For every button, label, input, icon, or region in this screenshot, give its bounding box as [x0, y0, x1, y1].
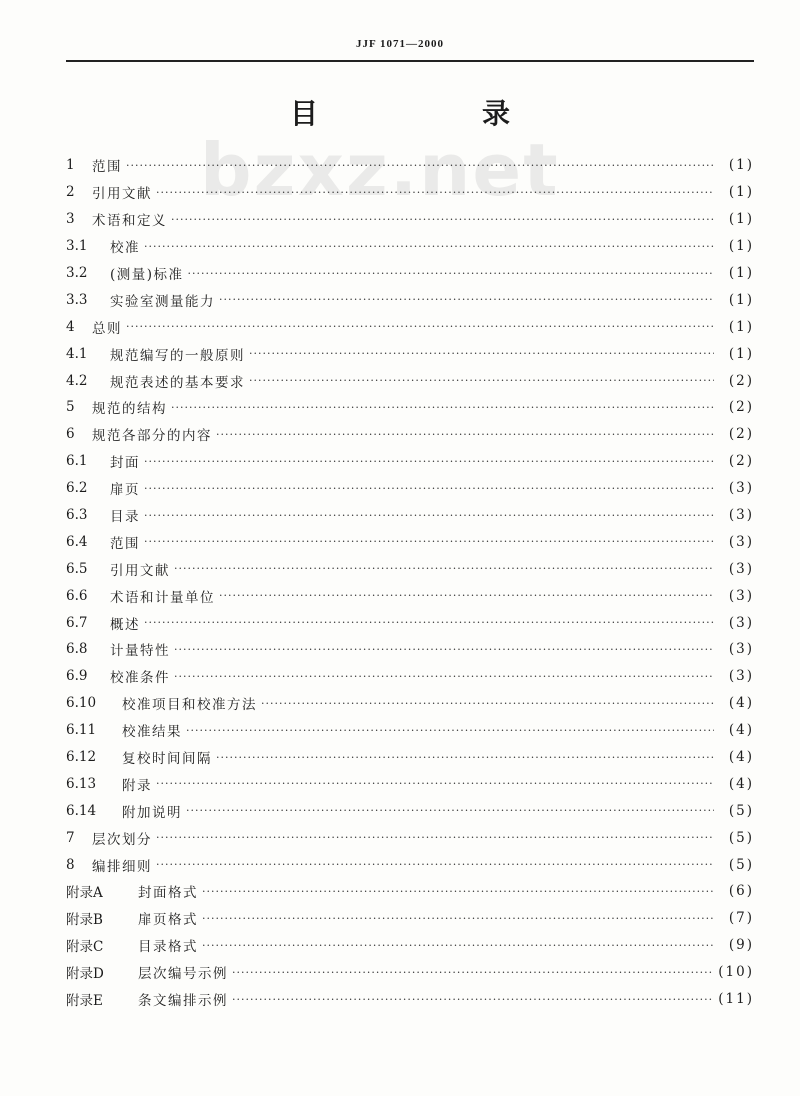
toc-entry[interactable] — [66, 475, 754, 502]
toc-entry-title: 扉页格式 — [138, 912, 198, 929]
toc-entry-number: 6.4 — [66, 533, 88, 550]
toc-entry-page: (4) — [728, 775, 754, 792]
toc-entry-page: (1) — [728, 345, 754, 362]
toc-leader-dots — [188, 267, 714, 280]
toc-entry-page: (3) — [728, 560, 754, 577]
toc-entry-title: 实验室测量能力 — [110, 293, 215, 310]
toc-entry-number: 6 — [66, 426, 75, 443]
toc-entry-page: (3) — [728, 587, 754, 604]
toc-entry-number: 2 — [66, 184, 75, 201]
toc-entry-number: 6.3 — [66, 507, 88, 524]
toc-leader-dots — [174, 562, 714, 575]
toc-entry-number: 5 — [66, 399, 75, 416]
toc-entry-page: (4) — [728, 749, 754, 766]
toc-entry-title: 规范表述的基本要求 — [110, 374, 245, 391]
toc-entry-title: 条文编排示例 — [138, 993, 228, 1010]
toc-entry[interactable] — [66, 582, 754, 609]
toc-entry-number: 附录A — [66, 885, 103, 902]
toc-entry[interactable] — [66, 905, 754, 932]
toc-entry-number: 6.14 — [66, 802, 97, 819]
toc-entry-title: 扉页 — [110, 482, 140, 499]
toc-leader-dots — [202, 939, 714, 952]
toc-entry-page: (5) — [728, 802, 754, 819]
toc-entry-number: 6.12 — [66, 749, 97, 766]
toc-entry-page: (3) — [728, 533, 754, 550]
toc-entry-title: 总则 — [92, 320, 122, 337]
toc-entry-page: (3) — [728, 614, 754, 631]
toc-entry-title: 范围 — [110, 535, 140, 552]
toc-entry-page: (1) — [728, 238, 754, 255]
toc-entry-number: 6.5 — [66, 560, 88, 577]
toc-entry-title: 编排细则 — [92, 858, 152, 875]
toc-leader-dots — [156, 858, 714, 871]
toc-entry-page: (3) — [728, 480, 754, 497]
toc-entry-page: (4) — [728, 695, 754, 712]
toc-leader-dots — [144, 535, 714, 548]
toc-leader-dots — [186, 724, 714, 737]
toc-entry-page: (1) — [728, 265, 754, 281]
toc-entry-page: (11) — [718, 991, 754, 1008]
document-code: JJF 1071—2000 — [355, 38, 445, 50]
toc-entry[interactable] — [66, 260, 754, 287]
toc-leader-dots — [232, 966, 714, 979]
toc-entry-number: 4.1 — [66, 345, 88, 362]
toc-entry[interactable] — [66, 636, 754, 663]
table-of-contents — [66, 152, 754, 1013]
toc-entry[interactable] — [66, 609, 754, 636]
toc-entry-number: 1 — [66, 157, 75, 174]
toc-entry-title: 封面格式 — [138, 885, 198, 902]
toc-entry-number: 附录D — [66, 966, 104, 983]
toc-entry-page: (5) — [728, 829, 754, 846]
toc-entry-title: 复校时间间隔 — [122, 751, 212, 768]
toc-entry-title: 术语和计量单位 — [110, 589, 215, 606]
toc-entry[interactable] — [66, 824, 754, 851]
toc-entry-number: 6.2 — [66, 480, 88, 497]
toc-entry[interactable] — [66, 421, 754, 448]
toc-entry-number: 3 — [66, 211, 75, 228]
toc-entry-title: 术语和定义 — [92, 213, 167, 230]
toc-leader-dots — [216, 428, 714, 441]
toc-entry[interactable] — [66, 179, 754, 206]
toc-entry-page: (1) — [728, 318, 754, 335]
toc-entry[interactable] — [66, 367, 754, 394]
toc-entry-number: 4 — [66, 318, 75, 335]
toc-entry-number: 附录C — [66, 939, 104, 956]
toc-entry-number: 6.8 — [66, 641, 88, 658]
toc-leader-dots — [126, 320, 714, 333]
toc-leader-dots — [219, 293, 714, 306]
toc-entry-number: 附录E — [66, 993, 103, 1010]
toc-entry-title: 概述 — [110, 616, 140, 633]
toc-entry-number: 6.6 — [66, 587, 88, 604]
toc-entry[interactable] — [66, 502, 754, 529]
toc-entry-title: 规范的结构 — [92, 401, 167, 418]
toc-entry[interactable] — [66, 394, 754, 421]
toc-leader-dots — [232, 993, 714, 1006]
toc-entry-number: 7 — [66, 829, 75, 846]
toc-leader-dots — [171, 401, 714, 414]
toc-entry-page: (6) — [728, 883, 754, 900]
toc-entry-number: 3.2 — [66, 265, 88, 281]
toc-entry[interactable] — [66, 152, 754, 179]
toc-entry-page: (7) — [728, 910, 754, 927]
toc-leader-dots — [261, 697, 714, 710]
toc-entry-title: 计量特性 — [110, 643, 170, 660]
toc-entry-number: 6.9 — [66, 668, 88, 685]
toc-entry-page: (2) — [728, 426, 754, 443]
toc-entry-page: (9) — [728, 937, 754, 954]
toc-entry-title: 目录 — [110, 509, 140, 526]
toc-leader-dots — [156, 186, 714, 199]
toc-entry-number: 3.3 — [66, 291, 88, 308]
toc-leader-dots — [202, 912, 714, 925]
toc-leader-dots — [171, 213, 714, 226]
toc-entry-title: 校准 — [110, 240, 140, 257]
toc-entry-number: 6.13 — [66, 775, 97, 792]
toc-entry-page: (5) — [728, 856, 754, 873]
toc-entry[interactable] — [66, 690, 754, 717]
toc-entry-title: 附加说明 — [122, 804, 182, 821]
header-rule — [66, 60, 754, 62]
toc-entry-page: (10) — [718, 964, 754, 981]
toc-entry-title: 范围 — [92, 159, 122, 176]
toc-entry[interactable] — [66, 206, 754, 233]
toc-entry-title: (测量)标准 — [110, 267, 184, 283]
toc-entry-page: (1) — [728, 157, 754, 174]
toc-entry[interactable] — [66, 555, 754, 582]
toc-entry-title: 校准项目和校准方法 — [122, 697, 257, 714]
toc-entry[interactable] — [66, 313, 754, 340]
toc-entry-title: 层次编号示例 — [138, 966, 228, 983]
toc-leader-dots — [186, 804, 714, 817]
toc-entry-page: (3) — [728, 668, 754, 685]
toc-entry[interactable] — [66, 851, 754, 878]
toc-entry[interactable] — [66, 717, 754, 744]
toc-entry-title: 引用文献 — [92, 186, 152, 203]
toc-entry-title: 封面 — [110, 455, 140, 472]
toc-entry[interactable] — [66, 340, 754, 367]
toc-leader-dots — [126, 159, 714, 172]
toc-entry-number: 4.2 — [66, 372, 88, 389]
toc-entry-title: 规范各部分的内容 — [92, 428, 212, 445]
toc-entry-page: (1) — [728, 291, 754, 308]
toc-leader-dots — [249, 347, 714, 360]
toc-entry[interactable] — [66, 770, 754, 797]
toc-entry-title: 层次划分 — [92, 831, 152, 848]
toc-entry-number: 6.7 — [66, 614, 88, 631]
toc-entry-page: (1) — [728, 211, 754, 228]
toc-leader-dots — [219, 589, 714, 602]
toc-leader-dots — [144, 482, 714, 495]
toc-entry-page: (2) — [728, 372, 754, 389]
toc-leader-dots — [144, 240, 714, 253]
toc-entry-page: (3) — [728, 641, 754, 658]
toc-entry-number: 6.10 — [66, 695, 97, 712]
toc-entry-page: (3) — [728, 507, 754, 524]
toc-entry[interactable] — [66, 932, 754, 959]
toc-leader-dots — [156, 777, 714, 790]
toc-entry-page: (1) — [728, 184, 754, 201]
toc-entry[interactable] — [66, 797, 754, 824]
toc-leader-dots — [144, 455, 714, 468]
toc-entry-number: 附录B — [66, 912, 103, 929]
toc-entry-number: 6.11 — [66, 722, 97, 739]
toc-entry[interactable] — [66, 448, 754, 475]
toc-leader-dots — [216, 751, 714, 764]
toc-entry[interactable] — [66, 878, 754, 905]
toc-entry[interactable] — [66, 959, 754, 986]
toc-leader-dots — [202, 885, 714, 898]
toc-leader-dots — [249, 374, 714, 387]
toc-leader-dots — [144, 616, 714, 629]
toc-entry[interactable] — [66, 744, 754, 771]
page-title: 目 录 — [289, 97, 578, 130]
toc-entry[interactable] — [66, 986, 754, 1013]
toc-leader-dots — [174, 643, 714, 656]
toc-entry-number: 3.1 — [66, 238, 88, 255]
toc-leader-dots — [174, 670, 714, 683]
toc-entry[interactable] — [66, 233, 754, 260]
toc-entry-page: (2) — [728, 453, 754, 470]
toc-leader-dots — [144, 509, 714, 522]
toc-entry[interactable] — [66, 528, 754, 555]
toc-entry-page: (2) — [728, 399, 754, 416]
toc-entry[interactable] — [66, 286, 754, 313]
toc-entry-title: 附录 — [122, 777, 152, 794]
toc-leader-dots — [156, 831, 714, 844]
toc-entry-number: 6.1 — [66, 453, 88, 470]
toc-entry-title: 规范编写的一般原则 — [110, 347, 245, 364]
toc-entry-title: 目录格式 — [138, 939, 198, 956]
toc-entry-title: 校准结果 — [122, 724, 182, 741]
toc-entry-title: 校准条件 — [110, 670, 170, 687]
watermark: bzxz.net — [200, 128, 560, 212]
toc-entry-title: 引用文献 — [110, 562, 170, 579]
toc-entry[interactable] — [66, 663, 754, 690]
toc-entry-page: (4) — [728, 722, 754, 739]
toc-entry-number: 8 — [66, 856, 75, 873]
